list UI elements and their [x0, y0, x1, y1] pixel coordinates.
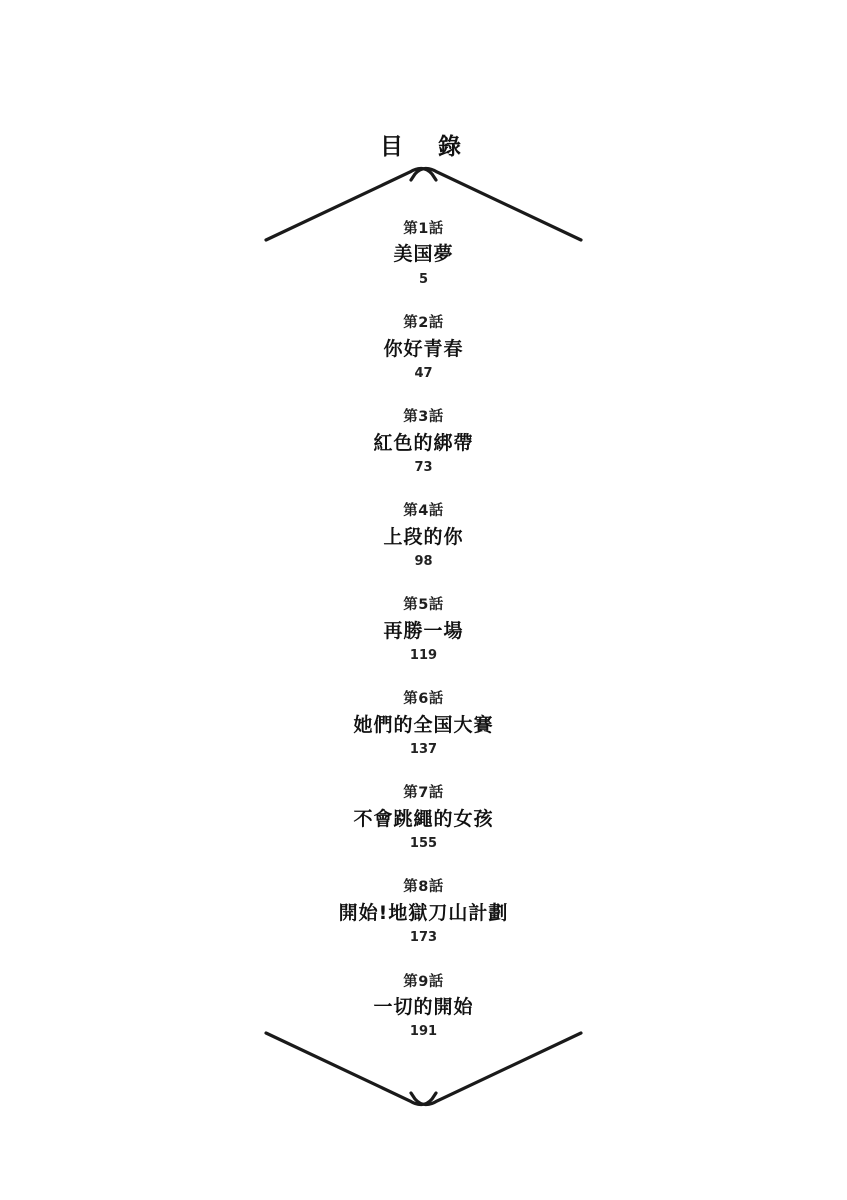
entry-number: 第9話 — [403, 973, 444, 990]
entry-page-number: 173 — [409, 930, 438, 946]
entry-number: 第3話 — [403, 409, 444, 426]
list-item[interactable] — [0, 971, 847, 1044]
list-item[interactable] — [0, 312, 847, 385]
entry-number: 第2話 — [403, 315, 444, 332]
entry-title: 再勝一場 — [383, 619, 464, 642]
entry-number: 第1話 — [403, 221, 444, 237]
list-item[interactable] — [0, 688, 847, 761]
entry-page-number: 47 — [414, 366, 433, 382]
entry-page-number: 73 — [414, 460, 433, 476]
entry-title: 美国夢 — [393, 243, 454, 266]
entry-number: 第8話 — [403, 879, 444, 896]
entry-number: 第7話 — [403, 785, 444, 802]
entry-page-number: 137 — [409, 742, 438, 758]
toc-entry-list — [0, 218, 847, 1065]
entry-title: 你好青春 — [383, 337, 464, 360]
entry-number: 第4話 — [403, 503, 444, 520]
entry-page-number: 5 — [418, 271, 429, 287]
list-item[interactable] — [0, 500, 847, 573]
entry-title: 開始!地獄刀山計劃 — [338, 901, 509, 924]
list-item[interactable] — [0, 876, 847, 949]
entry-page-number: 155 — [409, 836, 438, 852]
entry-number: 第5話 — [403, 597, 444, 614]
entry-title: 不會跳繩的女孩 — [353, 807, 494, 830]
list-item[interactable] — [0, 406, 847, 479]
list-item[interactable] — [0, 594, 847, 667]
entry-title: 上段的你 — [383, 525, 464, 548]
list-item[interactable] — [0, 782, 847, 855]
entry-number: 第6話 — [403, 691, 444, 708]
entry-page-number: 191 — [409, 1024, 438, 1040]
list-item[interactable] — [0, 218, 847, 291]
entry-title: 紅色的綁帶 — [373, 431, 474, 454]
entry-title: 一切的開始 — [373, 995, 474, 1018]
entry-page-number: 119 — [409, 648, 438, 664]
entry-page-number: 98 — [414, 554, 433, 570]
page-title: 目 錄 — [380, 134, 467, 160]
entry-title: 她們的全国大賽 — [353, 713, 494, 736]
